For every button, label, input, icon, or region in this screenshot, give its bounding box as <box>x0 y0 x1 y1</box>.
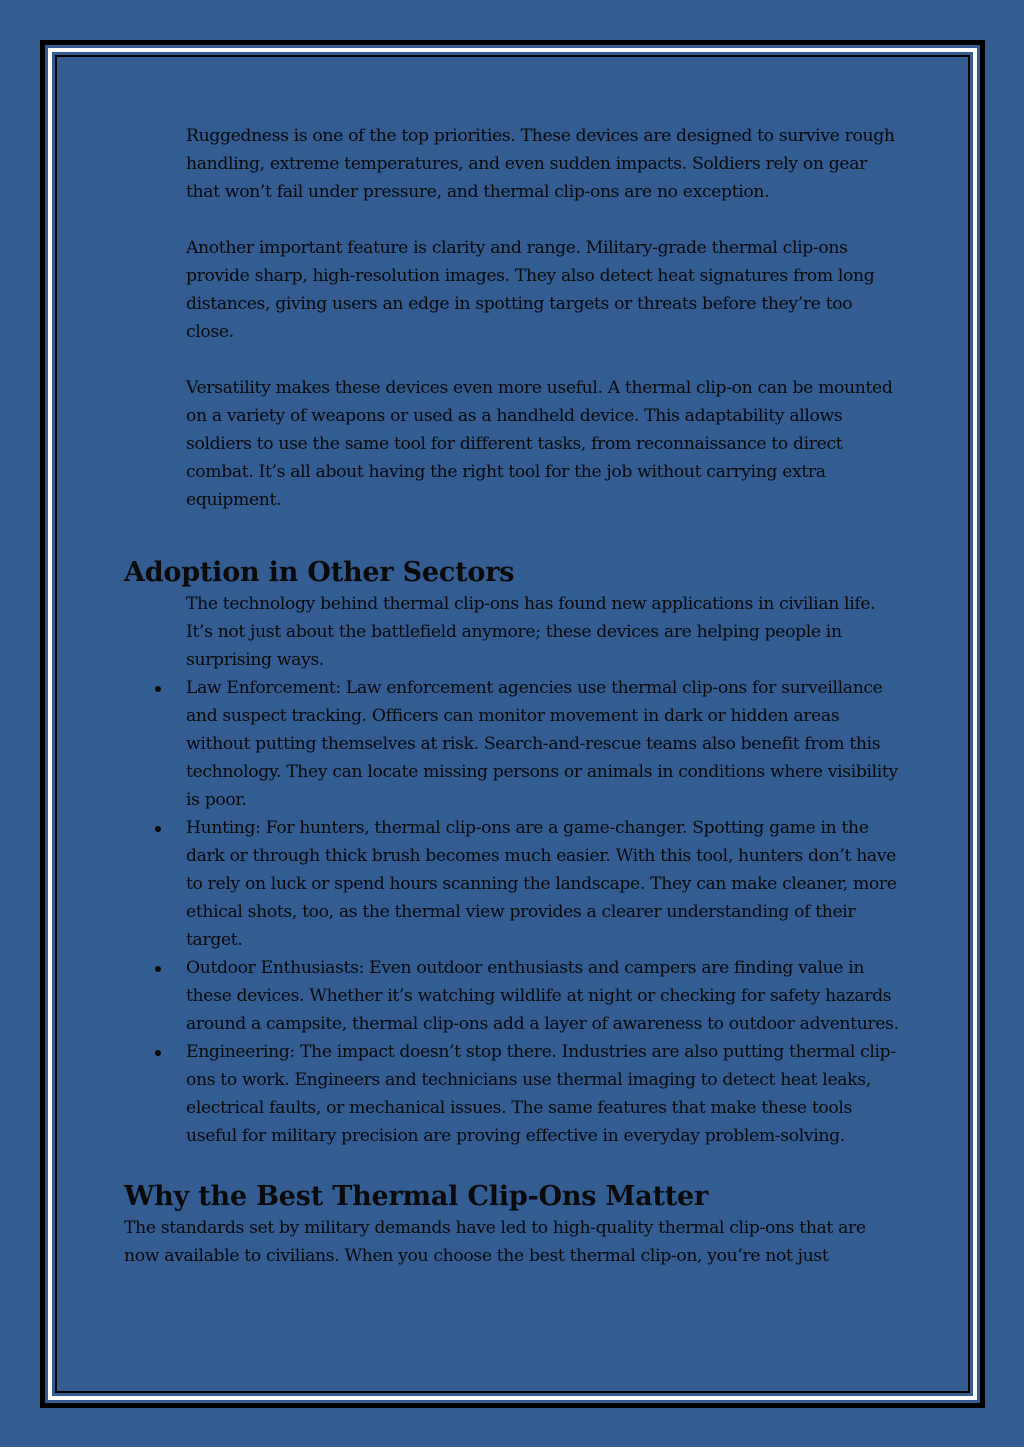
heading-adoption: Adoption in Other Sectors <box>124 557 515 588</box>
list-item-outdoor-enthusiasts <box>124 954 904 1038</box>
paragraph-why-best: The standards set by military demands have led to high-quality thermal clip-ons that are now available to civilians. When you choose the best thermal clip-on, you’re not just <box>124 1218 866 1266</box>
bullet-icon <box>155 826 161 832</box>
paragraph-ruggedness: Ruggedness is one of the top priorities. These devices are designed to survive rough handling, extreme temperatures, and even sudden impacts. Soldiers rely on gear that won’t fail under pressure, and thermal clip-ons are no exception. <box>186 126 895 202</box>
list-item-engineering <box>124 1038 904 1150</box>
document-content <box>124 122 904 1270</box>
list-item-text: Outdoor Enthusiasts: Even outdoor enthusiasts and campers are finding value in these devices. Whether it’s watching wildlife at night or checking for safety hazards around a campsite, thermal clip-ons add a layer of awareness to outdoor adventures. <box>186 958 899 1034</box>
list-item-hunting <box>124 814 904 954</box>
list-item-text: Law Enforcement: Law enforcement agencies use thermal clip-ons for surveillance and suspect tracking. Officers can monitor movement in dark or hidden areas without putting themselves at risk. Search-and-rescue teams also benefit from this technology. They can locate missing persons or animals in conditions where visibility is poor. <box>186 678 898 810</box>
adoption-list <box>124 674 904 1150</box>
list-item-law-enforcement <box>124 674 904 814</box>
paragraph-versatility: Versatility makes these devices even more useful. A thermal clip-on can be mounted on a variety of weapons or used as a handheld device. This adaptability allows soldiers to use the same tool for different tasks, from reconnaissance to direct combat. It’s all about having the right tool for the job without carrying extra equipment. <box>186 378 893 510</box>
heading-why-best: Why the Best Thermal Clip-Ons Matter <box>124 1181 709 1212</box>
list-item-text: Hunting: For hunters, thermal clip-ons are a game-changer. Spotting game in the dark or through thick brush becomes much easier. With this tool, hunters don’t have to rely on luck or spend hours scanning the landscape. They can make cleaner, more ethical shots, too, as the thermal view provides a clearer understanding of their target. <box>186 818 897 950</box>
bullet-icon <box>155 686 161 692</box>
paragraph-adoption-intro: The technology behind thermal clip-ons has found new applications in civilian life. It’s not just about the battlefield anymore; these devices are helping people in surprising ways. <box>186 594 876 670</box>
list-item-text: Engineering: The impact doesn’t stop there. Industries are also putting thermal clip-ons to work. Engineers and technicians use thermal imaging to detect heat leaks, electrical faults, or mechanical issues. The same features that make these tools useful for military precision are proving effective in everyday problem-solving. <box>186 1042 896 1146</box>
paragraph-clarity-range: Another important feature is clarity and range. Military-grade thermal clip-ons provide sharp, high-resolution images. They also detect heat signatures from long distances, giving users an edge in spotting targets or threats before they’re too close. <box>186 238 875 342</box>
bullet-icon <box>155 966 161 972</box>
bullet-icon <box>155 1050 161 1056</box>
